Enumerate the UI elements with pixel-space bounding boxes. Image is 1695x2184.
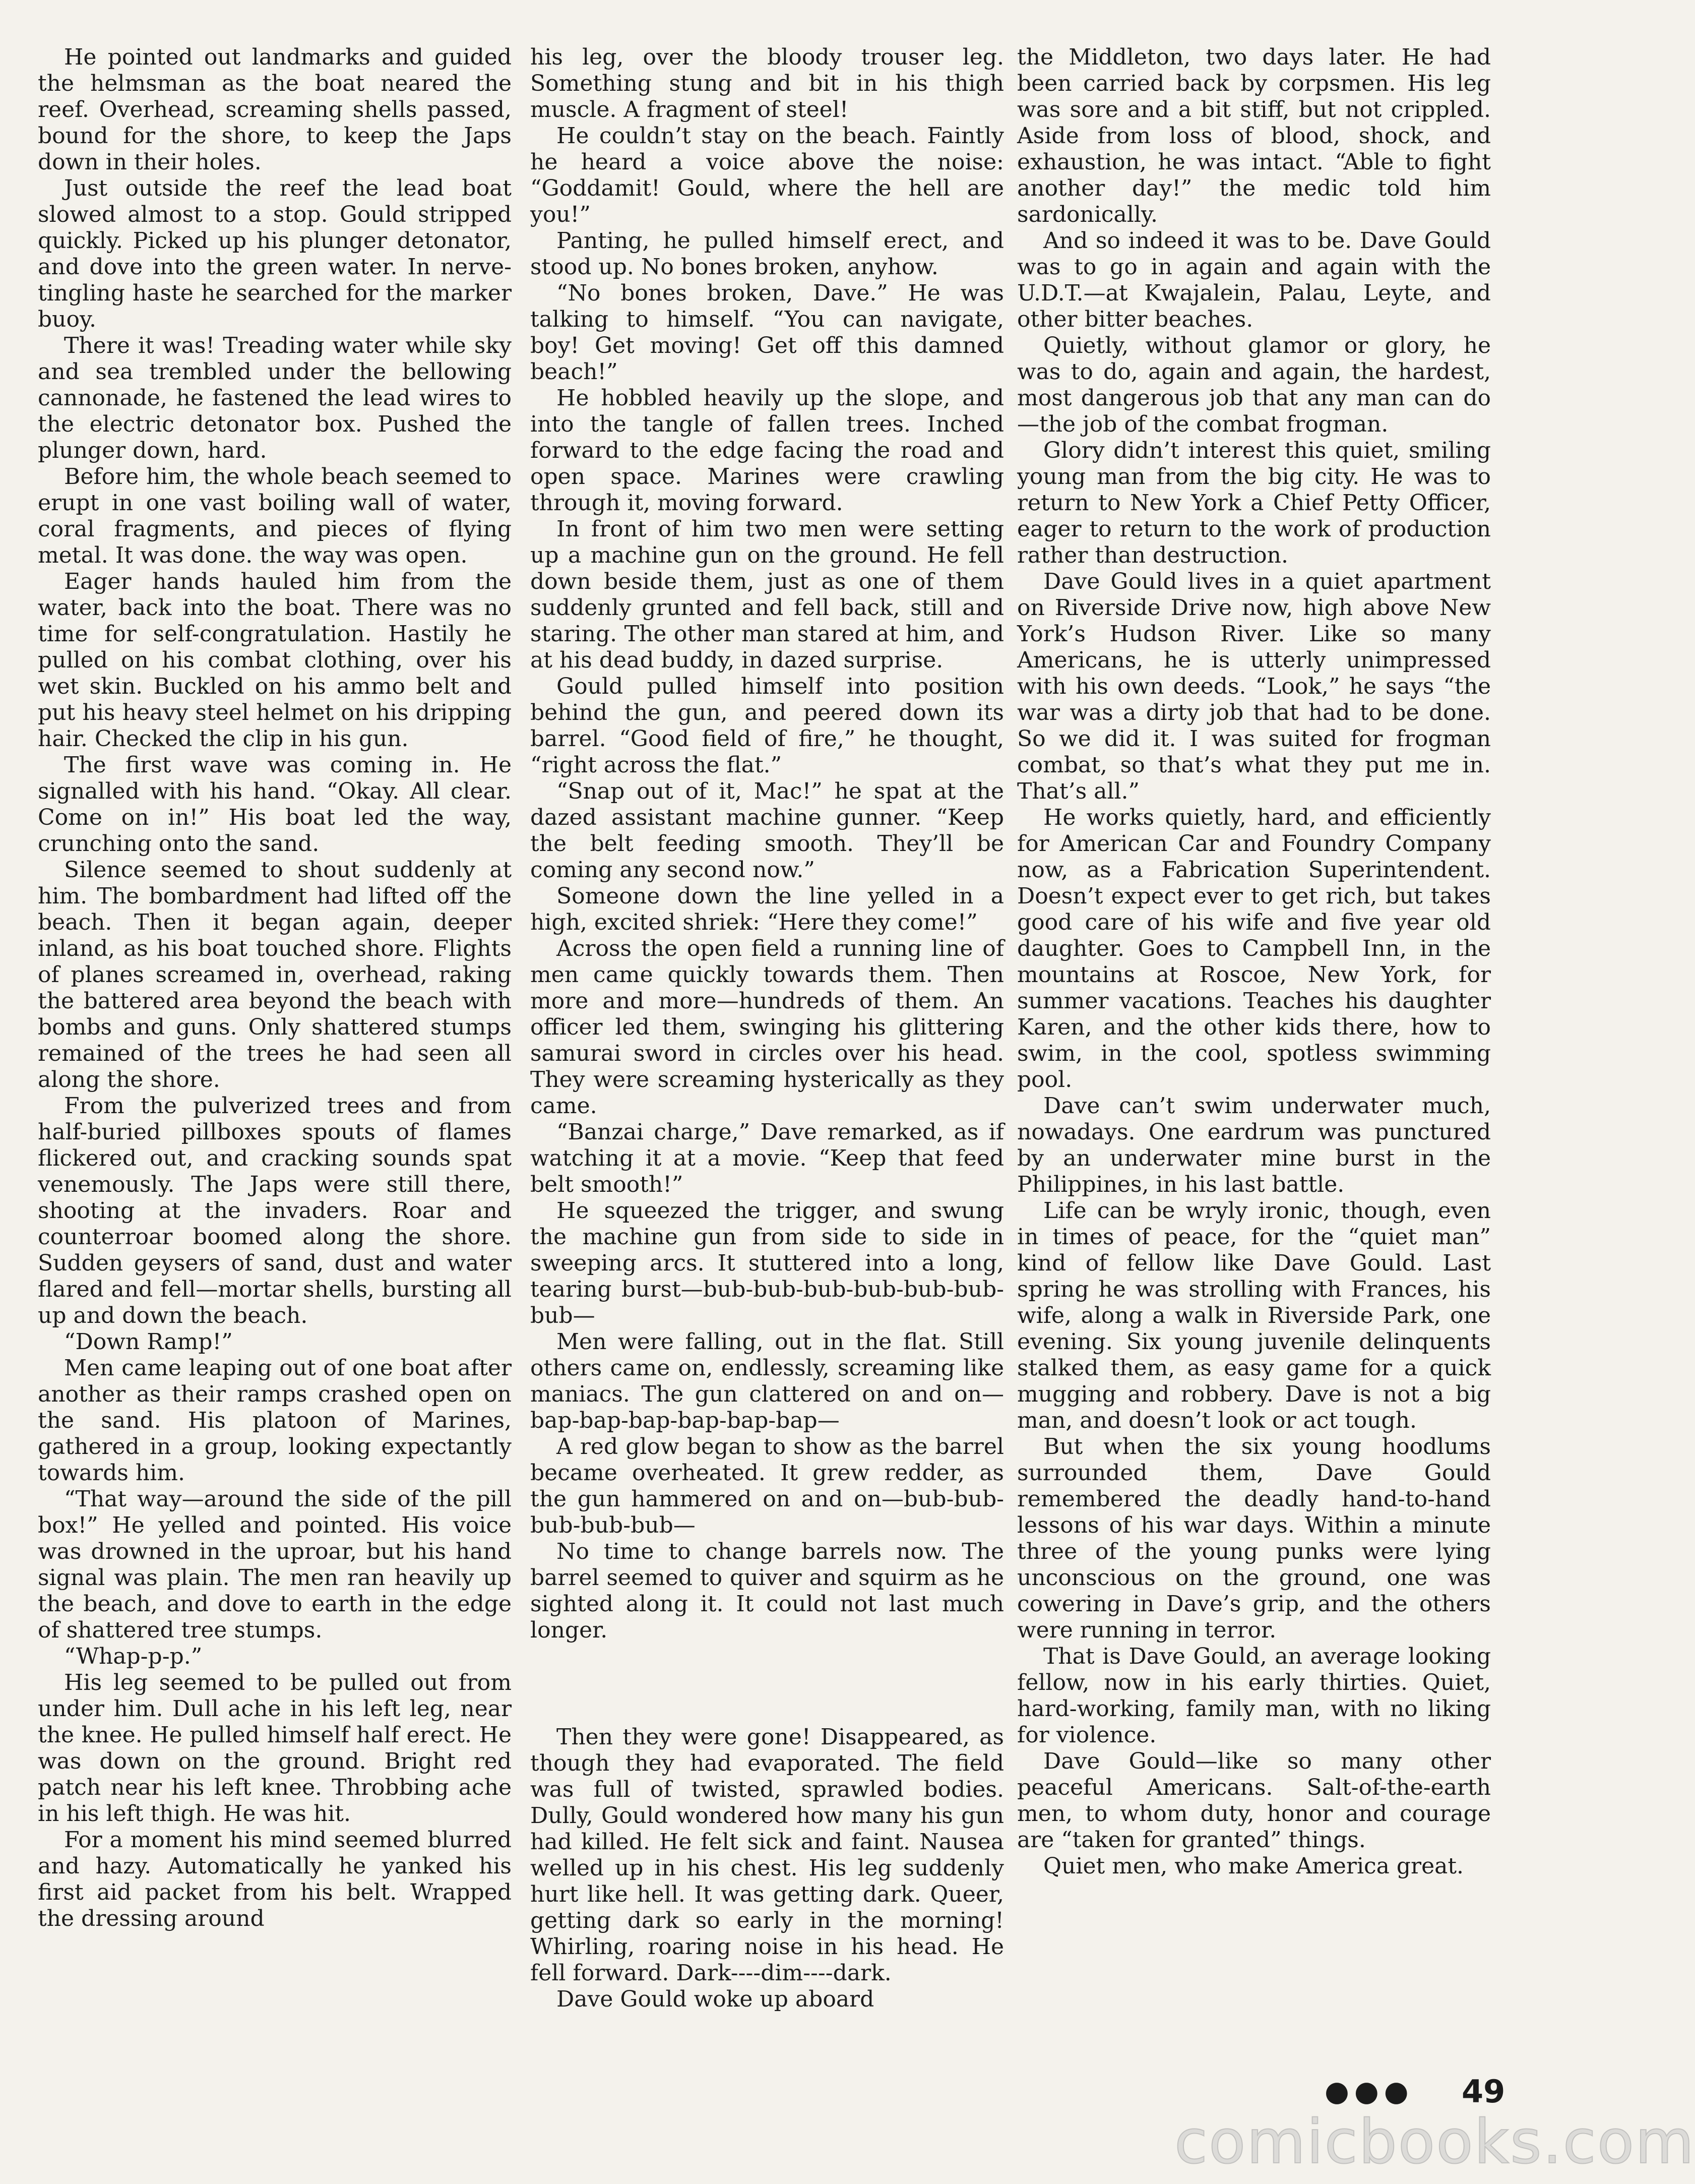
paragraph: Glory didn’t interest this quiet, smiling young man from the big city. He was to return to New York a Chief Petty Officer, eager to return to the work of production rather than destruction. — [1017, 438, 1491, 568]
paragraph: Then they were gone! Disappeared, as though they had evaporated. The field was full of twisted, sprawled bodies. Dully, Gould wondered how many his gun had killed. He felt sick and faint. Nausea welled up in his chest. His leg suddenly hurt like hell. It was getting dark. Queer, getting dark so early in the morning! Whirling, roaring noise in his head. He fell forward. Dark----dim----dark. — [530, 1724, 1004, 1986]
paragraph: the Middleton, two days later. He had been carried back by corpsmen. His leg was sore and a bit stiff, but not crippled. Aside from loss of blood, shock, and exhaustion, he was intact. “Able to fight another day!” the medic told him sardonically. — [1017, 44, 1491, 227]
paragraph: Quietly, without glamor or glory, he was to do, again and again, the hardest, most dangerous job that any man can do—the job of the combat frogman. — [1017, 333, 1491, 437]
paragraph: Men came leaping out of one boat after another as their ramps crashed open on the sand. His platoon of Marines, gathered in a group, looking expectantly towards him. — [38, 1355, 512, 1486]
paragraph: Panting, he pulled himself erect, and stood up. No bones broken, anyhow. — [530, 228, 1004, 280]
paragraph: Dave Gould woke up aboard — [556, 1986, 874, 2012]
paragraph: Across the open field a running line of men came quickly towards them. Then more and more—hundreds of them. An officer led them, swinging his glittering samurai sword in circles over his head. They were screaming hysterically as they came. — [530, 936, 1004, 1119]
text-column-1 — [38, 44, 512, 1932]
paragraph: Just outside the reef the lead boat slowed almost to a stop. Gould stripped quickly. Picked up his plunger detonator, and dove into the green water. In nerve-tingling haste he searched for the marker buoy. — [38, 175, 512, 332]
end-mark: ●●● — [1325, 2075, 1414, 2108]
paragraph: “Whap-p-p.” — [64, 1644, 203, 1669]
text-column-3 — [1017, 44, 1491, 1879]
paragraph: He works quietly, hard, and efficiently for American Car and Foundry Company now, as a Fabrication Superintendent. Doesn’t expect ever to get rich, but takes good care of his wife and five year old daughter. Goes to Campbell Inn, in the mountains at Roscoe, New York, for summer vacations. Teaches his daughter Karen, and the other kids there, how to swim, in the cool, spotless swimming pool. — [1017, 805, 1491, 1093]
paragraph: There it was! Treading water while sky and sea trembled under the bellowing cannonade, he fastened the lead wires to the electric detonator box. Pushed the plunger down, hard. — [38, 333, 512, 463]
paragraph: His leg seemed to be pulled out from under him. Dull ache in his left leg, near the knee. He pulled himself half erect. He was down on the ground. Bright red patch near his left knee. Throbbing ache in his left thigh. He was hit. — [38, 1670, 512, 1827]
paragraph: No time to change barrels now. The barrel seemed to quiver and squirm as he sighted along it. It could not last much longer. — [530, 1539, 1004, 1643]
paragraph: Before him, the whole beach seemed to erupt in one vast boiling wall of water, coral fragments, and pieces of flying metal. It was done. the way was open. — [38, 464, 512, 568]
paragraph: He couldn’t stay on the beach. Faintly he heard a voice above the noise: “Goddamit! Gould, where the hell are you!” — [530, 123, 1004, 227]
paragraph: That is Dave Gould, an average looking fellow, now in his early thirties. Quiet, hard-working, family man, with no liking for violence. — [1017, 1644, 1491, 1748]
paragraph: Men were falling, out in the flat. Still others came on, endlessly, screaming like maniacs. The gun clattered on and on—bap-bap-bap-bap-bap-bap— — [530, 1329, 1004, 1433]
paragraph: For a moment his mind seemed blurred and hazy. Automatically he yanked his first aid packet from his belt. Wrapped the dressing around — [38, 1827, 512, 1931]
paragraph: “No bones broken, Dave.” He was talking to himself. “You can navigate, boy! Get moving! Get off this damned beach!” — [530, 280, 1004, 385]
paragraph: his leg, over the bloody trouser leg. Something stung and bit in his thigh muscle. A fragment of steel! — [530, 44, 1004, 123]
paragraph: He hobbled heavily up the slope, and into the tangle of fallen trees. Inched forward to the edge facing the road and open space. Marines were crawling through it, moving forward. — [530, 385, 1004, 516]
paragraph: But when the six young hoodlums surrounded them, Dave Gould remembered the deadly hand-to-hand lessons of his war days. Within a minute three of the young punks were lying unconscious on the ground, one was cowering in Dave’s grip, and the others were running in terror. — [1017, 1434, 1491, 1643]
paragraph: Dave can’t swim underwater much, nowadays. One eardrum was punctured by an underwater mine burst in the Philippines, in his last battle. — [1017, 1093, 1491, 1197]
paragraph: Life can be wryly ironic, though, even in times of peace, for the “quiet man” kind of fellow like Dave Gould. Last spring he was strolling with Frances, his wife, along a walk in Riverside Park, one evening. Six young juvenile delinquents stalked them, as easy game for a quick mugging and robbery. Dave is not a big man, and doesn’t look or act tough. — [1017, 1198, 1491, 1433]
paragraph: “Snap out of it, Mac!” he spat at the dazed assistant machine gunner. “Keep the belt feeding smooth. They’ll be coming any second now.” — [530, 778, 1004, 883]
paragraph: Quiet men, who make America great. — [1043, 1853, 1464, 1879]
watermark: comicbooks.com — [1174, 2107, 1695, 2177]
paragraph: And so indeed it was to be. Dave Gould was to go in again and again with the U.D.T.—at Kwajalein, Palau, Leyte, and other bitter beaches. — [1017, 228, 1491, 332]
paragraph: Eager hands hauled him from the water, back into the boat. There was no time for self-congratulation. Hastily he pulled on his combat clothing, over his wet skin. Buckled on his ammo belt and put his heavy steel helmet on his dripping hair. Checked the clip in his gun. — [38, 569, 512, 752]
paragraph: He pointed out landmarks and guided the helmsman as the boat neared the reef. Overhead, screaming shells passed, bound for the shore, to keep the Japs down in their holes. — [38, 44, 512, 175]
paragraph: From the pulverized trees and from half-buried pillboxes spouts of flames flickered out, and cracking sounds spat venemously. The Japs were still there, shooting at the invaders. Roar and counterroar boomed along the shore. Sudden geysers of sand, dust and water flared and fell—mortar shells, bursting all up and down the beach. — [38, 1093, 512, 1328]
paragraph: A red glow began to show as the barrel became overheated. It grew redder, as the gun hammered on and on—bub-bub-bub-bub-bub— — [530, 1434, 1004, 1538]
paragraph: “That way—around the side of the pill box!” He yelled and pointed. His voice was drowned in the uproar, but his hand signal was plain. The men ran heavily up the beach, and dove to earth in the edge of shattered tree stumps. — [38, 1486, 512, 1643]
paragraph: He squeezed the trigger, and swung the machine gun from side to side in sweeping arcs. It stuttered into a long, tearing burst—bub-bub-bub-bub-bub-bub-bub— — [530, 1198, 1004, 1328]
paragraph: In front of him two men were setting up a machine gun on the ground. He fell down beside them, just as one of them suddenly grunted and fell back, still and staring. The other man stared at him, and at his dead buddy, in dazed surprise. — [530, 516, 1004, 673]
paragraph: “Down Ramp!” — [64, 1329, 233, 1355]
paragraph: Gould pulled himself into position behind the gun, and peered down its barrel. “Good field of fire,” he thought, “right across the flat.” — [530, 674, 1004, 778]
paragraph: Silence seemed to shout suddenly at him. The bombardment had lifted off the beach. Then it began again, deeper inland, as his boat touched shore. Flights of planes screamed in, overhead, raking the battered area beyond the beach with bombs and guns. Only shattered stumps remained of the trees he had seen all along the shore. — [38, 857, 512, 1093]
paragraph: Dave Gould lives in a quiet apartment on Riverside Drive now, high above New York’s Hudson River. Like so many Americans, he is utterly unimpressed with his own deeds. “Look,” he says “the war was a dirty job that had to be done. So we did it. I was suited for frogman combat, so that’s what they put me in. That’s all.” — [1017, 569, 1491, 804]
page-number: 49 — [1462, 2073, 1505, 2110]
paragraph: “Banzai charge,” Dave remarked, as if watching it at a movie. “Keep that feed belt smooth!” — [530, 1119, 1004, 1197]
paragraph: Someone down the line yelled in a high, excited shriek: “Here they come!” — [530, 883, 1004, 935]
paragraph: Dave Gould—like so many other peaceful Americans. Salt-of-the-earth men, to whom duty, honor and courage are “taken for granted” things. — [1017, 1748, 1491, 1853]
text-column-2 — [530, 44, 1004, 2013]
paragraph: The first wave was coming in. He signalled with his hand. “Okay. All clear. Come on in!” His boat led the way, crunching onto the sand. — [38, 752, 512, 857]
